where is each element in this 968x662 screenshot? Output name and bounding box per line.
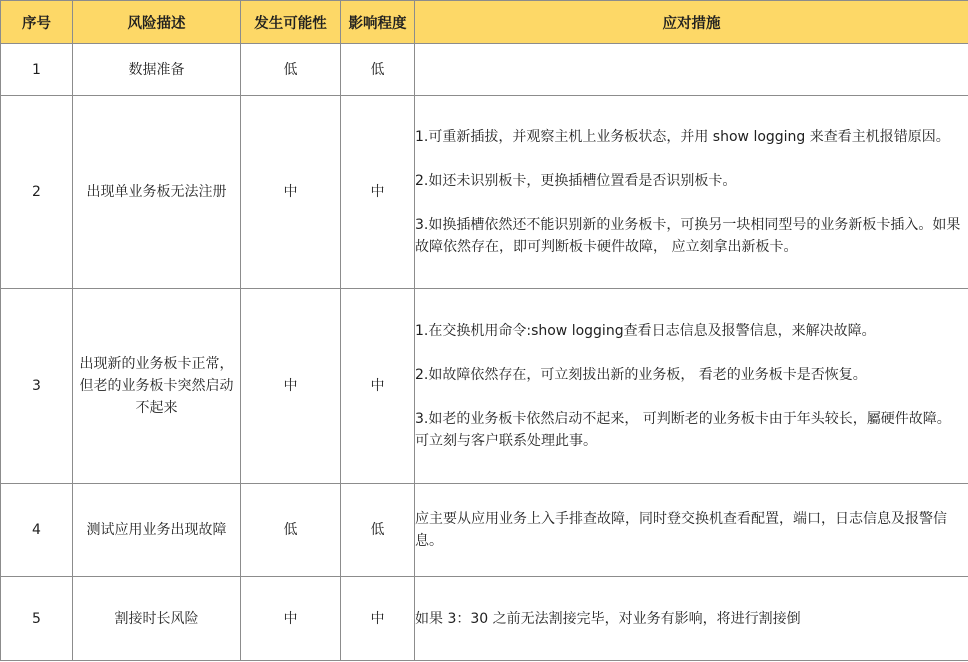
header-description: 风险描述 — [73, 1, 241, 44]
impact-cell: 低 — [341, 484, 415, 577]
measure-step: 1.可重新插拔，并观察主机上业务板状态，并用 show logging 来查看主机报错原因。 — [415, 129, 950, 145]
likelihood-cell: 中 — [241, 289, 341, 484]
impact-cell: 中 — [341, 96, 415, 289]
risk-description: 出现单业务板无法注册 — [73, 96, 241, 289]
impact-cell: 低 — [341, 44, 415, 96]
measures-cell — [415, 44, 968, 96]
risk-description: 测试应用业务出现故障 — [73, 484, 241, 577]
measures-cell — [415, 484, 968, 577]
table-row — [1, 96, 968, 289]
header-measures: 应对措施 — [415, 1, 968, 44]
measure-step: 1.在交换机用命令:show logging查看日志信息及报警信息，来解决故障。 — [415, 323, 876, 339]
header-row — [1, 1, 968, 44]
table-row — [1, 577, 968, 661]
likelihood-cell: 低 — [241, 484, 341, 577]
header-likelihood: 发生可能性 — [241, 1, 341, 44]
row-seq: 1 — [1, 44, 73, 96]
table-row — [1, 484, 968, 577]
risk-description: 出现新的业务板卡正常，但老的业务板卡突然启动不起来 — [73, 289, 241, 484]
risk-description: 数据准备 — [73, 44, 241, 96]
measure-step: 2.如故障依然存在，可立刻拔出新的业务板， 看老的业务板卡是否恢复。 — [415, 367, 867, 383]
row-seq: 2 — [1, 96, 73, 289]
table-row — [1, 44, 968, 96]
measure-step: 2.如还未识别板卡，更换插槽位置看是否识别板卡。 — [415, 173, 737, 189]
impact-cell: 中 — [341, 577, 415, 661]
risk-description: 割接时长风险 — [73, 577, 241, 661]
row-seq: 4 — [1, 484, 73, 577]
likelihood-cell: 中 — [241, 577, 341, 661]
table-row — [1, 289, 968, 484]
header-seq: 序号 — [1, 1, 73, 44]
header-impact: 影响程度 — [341, 1, 415, 44]
row-seq: 5 — [1, 577, 73, 661]
measure-step: 3.如换插槽依然还不能识别新的业务板卡，可换另一块相同型号的业务新板卡插入。如果故障依然存在，即可判断板卡硬件故障， 应立刻拿出新板卡。 — [415, 217, 961, 255]
measures-cell — [415, 577, 968, 661]
likelihood-cell: 中 — [241, 96, 341, 289]
measure-step: 3.如老的业务板卡依然启动不起来， 可判断老的业务板卡由于年头较长，屬硬件故障。 可立刻与客户联系处理此事。 — [415, 411, 951, 449]
likelihood-cell: 低 — [241, 44, 341, 96]
measures-cell — [415, 289, 968, 484]
measure-step: 如果 3：30 之前无法割接完毕，对业务有影响，将进行割接倒 — [415, 610, 801, 627]
impact-cell: 中 — [341, 289, 415, 484]
measures-cell — [415, 96, 968, 289]
row-seq: 3 — [1, 289, 73, 484]
measure-step: 应主要从应用业务上入手排查故障，同时登交换机查看配置，端口，日志信息及报警信息。 — [415, 511, 947, 549]
